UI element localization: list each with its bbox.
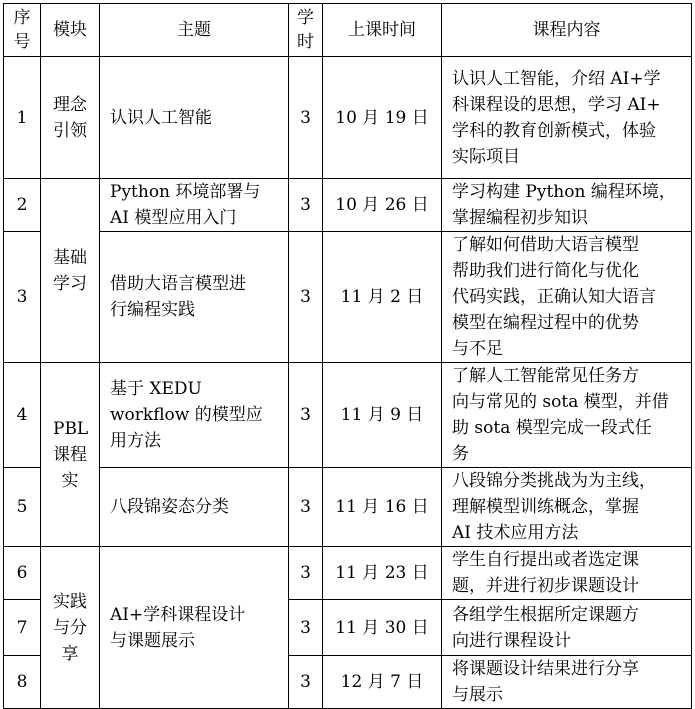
- content-line: 务: [452, 444, 469, 464]
- hours-cell: 3: [289, 547, 323, 600]
- hours-cell: 3: [289, 468, 323, 547]
- hours-cell: 3: [289, 600, 323, 656]
- table-row: [4, 232, 692, 363]
- content-line: 学科的教育创新模式，体验: [452, 120, 656, 141]
- content-line: 科课程设的思想，学习 AI+: [452, 94, 661, 115]
- theme-cell: 八段锦姿态分类: [100, 468, 289, 547]
- seq-cell: 1: [4, 57, 41, 179]
- content-line: AI 技术应用方法: [452, 523, 579, 543]
- table-row: [4, 468, 692, 547]
- theme-cell: [100, 547, 289, 709]
- theme-line: Python 环境部署与: [110, 182, 261, 202]
- content-cell: [442, 57, 692, 179]
- hours-cell: 3: [289, 179, 323, 232]
- content-line: 各组学生根据所定课题方: [452, 604, 639, 625]
- content-cell: [442, 600, 692, 656]
- header-seq: 序号: [4, 4, 41, 57]
- theme-line: AI+学科课程设计: [110, 604, 246, 625]
- content-cell: [442, 656, 692, 709]
- seq-cell: 3: [4, 232, 41, 363]
- hours-cell: 3: [289, 363, 323, 468]
- date-cell: 11 月 23 日: [323, 547, 442, 600]
- seq-cell: 4: [4, 363, 41, 468]
- theme-line: AI 模型应用入门: [110, 208, 237, 228]
- content-cell: [442, 468, 692, 547]
- module-cell: 理念引领: [41, 57, 100, 179]
- content-line: 代码实践，正确认知大语言: [452, 287, 656, 307]
- content-line: 认识人工智能，介绍 AI+学: [452, 68, 661, 89]
- content-line: 了解人工智能常见任务方: [452, 366, 639, 386]
- content-line: 与展示: [452, 685, 503, 705]
- date-cell: 11 月 30 日: [323, 600, 442, 656]
- content-line: 八段锦分类挑战为为主线，: [452, 471, 656, 491]
- module-cell: 基础学习: [41, 179, 100, 363]
- content-line: 题，并进行初步课题设计: [452, 576, 639, 596]
- seq-cell: 5: [4, 468, 41, 547]
- content-line: 向进行课程设计: [452, 630, 571, 651]
- content-line: 了解如何借助大语言模型: [452, 235, 639, 255]
- content-line: 掌握编程初步知识: [452, 208, 588, 228]
- theme-line: workflow 的模型应: [110, 405, 263, 425]
- theme-line: 借助大语言模型进: [110, 274, 246, 294]
- date-cell: 10 月 19 日: [323, 57, 442, 179]
- date-cell: 11 月 16 日: [323, 468, 442, 547]
- hours-cell: 3: [289, 57, 323, 179]
- table-row: [4, 363, 692, 468]
- table-row: [4, 57, 692, 179]
- theme-line: 基于 XEDU: [110, 379, 202, 399]
- header-row: [4, 4, 692, 57]
- course-table: [3, 3, 692, 709]
- seq-cell: 6: [4, 547, 41, 600]
- content-line: 学习构建 Python 编程环境，: [452, 182, 676, 202]
- theme-line: 与课题展示: [110, 630, 195, 651]
- module-cell: 实践与分享: [41, 547, 100, 709]
- hours-cell: 3: [289, 232, 323, 363]
- seq-cell: 8: [4, 656, 41, 709]
- seq-cell: 2: [4, 179, 41, 232]
- content-line: 学生自行提出或者选定课: [452, 550, 639, 570]
- date-cell: 11 月 2 日: [323, 232, 442, 363]
- content-line: 模型在编程过程中的优势: [452, 313, 639, 333]
- header-theme: 主题: [100, 4, 289, 57]
- content-cell: [442, 547, 692, 600]
- content-line: 实际项目: [452, 146, 520, 167]
- theme-cell: [100, 363, 289, 468]
- theme-cell: [100, 179, 289, 232]
- date-cell: 10 月 26 日: [323, 179, 442, 232]
- theme-cell: [100, 232, 289, 363]
- date-cell: 11 月 9 日: [323, 363, 442, 468]
- theme-line: 用方法: [110, 431, 161, 451]
- content-line: 理解模型训练概念，掌握: [452, 497, 639, 517]
- table-row: [4, 179, 692, 232]
- header-time: 上课时间: [323, 4, 442, 57]
- hours-cell: 3: [289, 656, 323, 709]
- content-line: 将课题设计结果进行分享: [452, 659, 639, 679]
- module-cell: PBL课程实: [41, 363, 100, 547]
- seq-cell: 7: [4, 600, 41, 656]
- header-module: 模块: [41, 4, 100, 57]
- content-cell: [442, 179, 692, 232]
- content-cell: [442, 363, 692, 468]
- content-line: 与不足: [452, 339, 503, 359]
- theme-cell: 认识人工智能: [100, 57, 289, 179]
- theme-line: 行编程实践: [110, 300, 195, 320]
- content-cell: [442, 232, 692, 363]
- content-line: 向与常见的 sota 模型，并借: [452, 392, 669, 412]
- table-row: [4, 547, 692, 600]
- header-hours: 学时: [289, 4, 323, 57]
- content-line: 助 sota 模型完成一段式任: [452, 418, 652, 438]
- content-line: 帮助我们进行简化与优化: [452, 261, 639, 281]
- date-cell: 12 月 7 日: [323, 656, 442, 709]
- header-content: 课程内容: [442, 4, 692, 57]
